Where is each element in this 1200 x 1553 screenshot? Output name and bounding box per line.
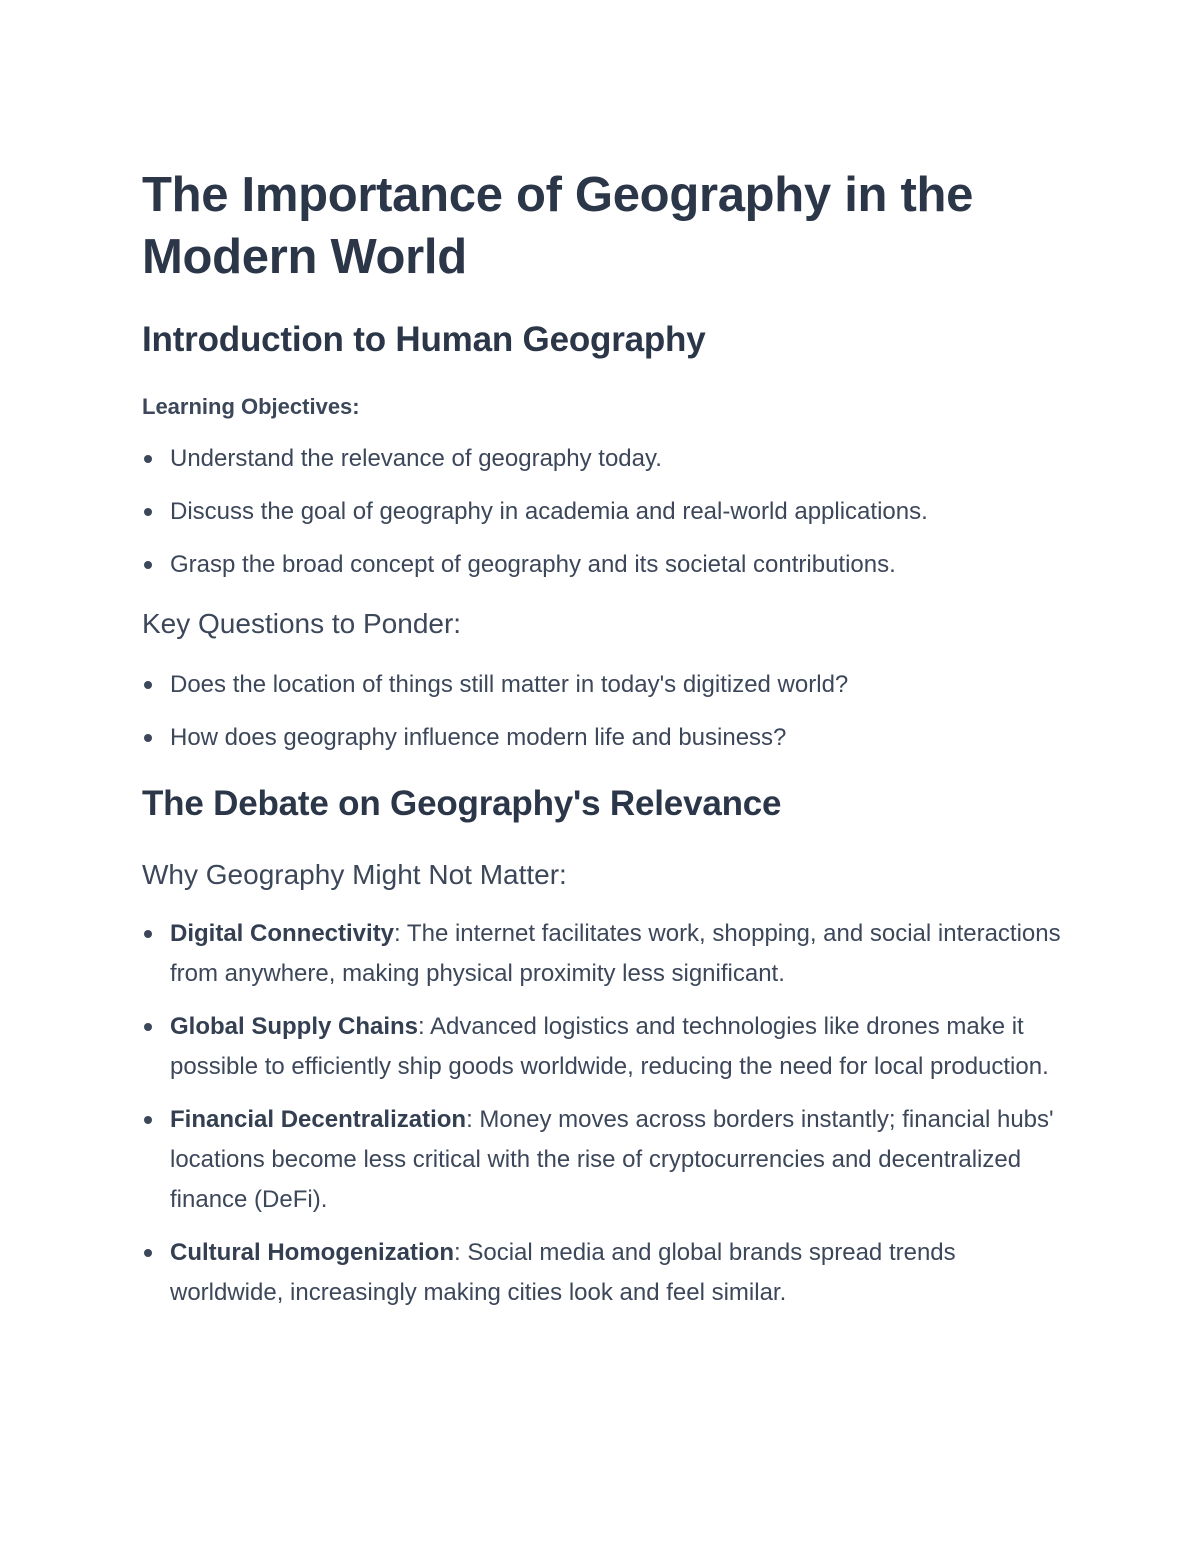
bullet-icon [144, 455, 152, 463]
learning-objectives-label: Learning Objectives: [142, 394, 360, 419]
reason-term: Cultural Homogenization [170, 1239, 454, 1266]
reason-text: : Social media and global brands spread trends worldwide, increasingly making cities look and feel similar. [170, 1239, 956, 1306]
bullet-icon [144, 681, 152, 689]
list-item-text: Grasp the broad concept of geography and its societal contributions. [170, 551, 896, 578]
reasons-list [142, 914, 1062, 1326]
key-questions-heading: Key Questions to Ponder: [142, 608, 462, 639]
list-item [142, 545, 1062, 585]
reason-text: : Money moves across borders instantly; financial hubs' locations become less critical with the rise of cryptocurrencies and decentralized finance (DeFi). [170, 1106, 1054, 1213]
why-geography-subheading: Why Geography Might Not Matter: [142, 859, 567, 890]
list-item [142, 439, 1062, 479]
bullet-icon [144, 930, 152, 938]
list-item [142, 665, 1062, 705]
key-questions-list [142, 665, 1062, 771]
reason-text: : Advanced logistics and technologies like drones make it possible to efficiently ship goods worldwide, reducing the need for local production. [170, 1013, 1049, 1080]
list-item-text: Understand the relevance of geography today. [170, 445, 662, 472]
bullet-icon [144, 1023, 152, 1031]
bullet-icon [144, 508, 152, 516]
document-title: The Importance of Geography in the Modern World [142, 168, 974, 284]
list-item [142, 718, 1062, 758]
list-item-text: Discuss the goal of geography in academia and real-world applications. [170, 498, 928, 525]
list-item [142, 914, 1062, 994]
bullet-icon [144, 1116, 152, 1124]
reason-term: Digital Connectivity [170, 920, 395, 947]
bullet-icon [144, 1249, 152, 1257]
bullet-icon [144, 561, 152, 569]
section-heading-debate: The Debate on Geography's Relevance [142, 784, 782, 823]
reason-term: Financial Decentralization [170, 1106, 467, 1133]
list-item-text: How does geography influence modern life and business? [170, 724, 787, 751]
list-item [142, 1100, 1062, 1220]
section-heading-intro: Introduction to Human Geography [142, 320, 706, 359]
list-item [142, 492, 1062, 532]
list-item [142, 1233, 1062, 1313]
learning-objectives-list [142, 439, 1062, 598]
reason-term: Global Supply Chains [170, 1013, 419, 1040]
reason-text: : The internet facilitates work, shopping, and social interactions from anywhere, making physical proximity less significant. [170, 920, 1061, 987]
list-item-text: Does the location of things still matter in today's digitized world? [170, 671, 849, 698]
list-item [142, 1007, 1062, 1087]
bullet-icon [144, 734, 152, 742]
